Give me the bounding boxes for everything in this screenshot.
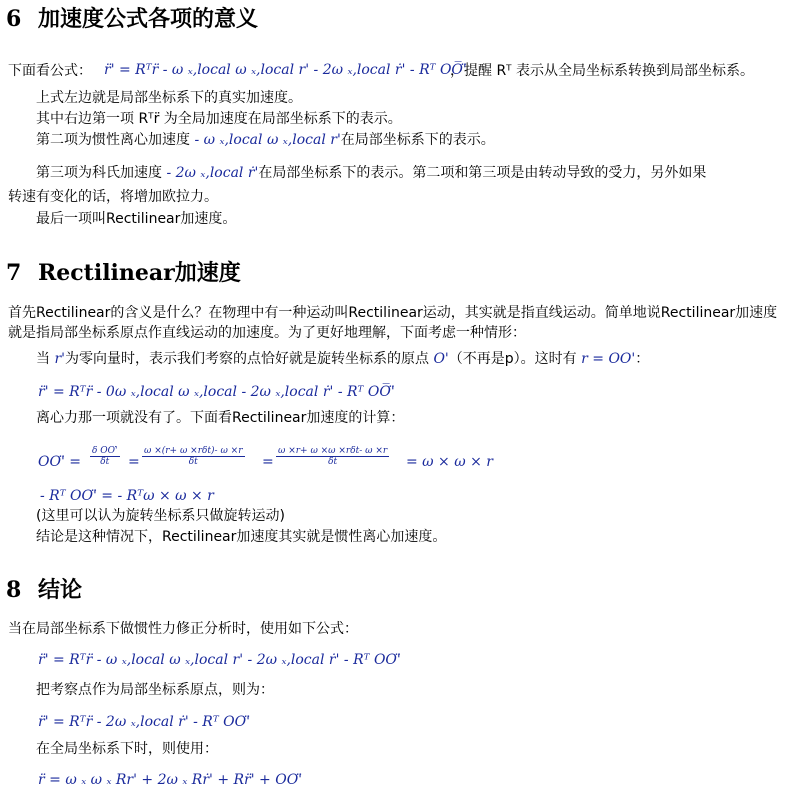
s8-line2: 把考察点作为局部坐标系原点，则为： — [36, 682, 274, 698]
s8-formula1: r̈' = Rᵀr̈ - ω ₓ,local ω ₓ,local r' - 2ω ₓ,local ṙ' - Rᵀ OO'̈ — [38, 652, 401, 668]
s6-formula-main: r̈' = Rᵀr̈ - ω ₓ,local ω ₓ,local r' - 2ω ₓ,local ṙ' - Rᵀ OO̅'̈ — [104, 62, 467, 78]
line3-formula: - ω ₓ,local ω ₓ,local r' — [194, 132, 341, 148]
s7-formula3: - Rᵀ OO'̈ = - Rᵀω × ω × r — [40, 488, 214, 504]
frac1-bot: δt — [100, 457, 110, 467]
frac1-top: δ OO'̇ — [92, 446, 118, 456]
s6-line4 — [36, 164, 706, 182]
case-r: r' — [54, 351, 65, 367]
deriv-rhs: = ω × ω × r — [406, 454, 493, 470]
line4-prefix: 第三项为科氏加速度 — [36, 165, 162, 181]
line3-prefix: 第二项为惯性离心加速度 — [36, 132, 190, 148]
s6-line3 — [36, 131, 495, 149]
section-number: 8 — [6, 577, 22, 603]
deriv-lhs: OO'̈ = — [38, 454, 81, 470]
section-title: 结论 — [38, 577, 83, 603]
frac2-top: ω ×(r+ ω ×rδt)- ω ×r — [144, 446, 243, 456]
s8-line3: 在全局坐标系下时，则使用： — [36, 741, 218, 757]
case-eq: r = OO' — [581, 351, 636, 367]
case-c: （不再是p）。这时有 — [448, 351, 577, 367]
section-7-heading — [6, 260, 241, 286]
s8-formula2: r̈' = Rᵀr̈ - 2ω ₓ,local ṙ' - Rᵀ OO'̈ — [38, 714, 250, 730]
frac2-bot: δt — [188, 457, 198, 467]
s6-intro — [8, 62, 92, 80]
s6-line5: 转速有变化的话，将增加欧拉力。 — [8, 189, 218, 205]
line3-suffix: 在局部坐标系下的表示。 — [340, 132, 495, 148]
case-o: O' — [433, 351, 449, 367]
frac3-bot: δt — [328, 457, 338, 467]
intro-prefix: 下面看公式： — [8, 63, 92, 79]
s7-note: (这里可以认为旋转坐标系只做旋转运动) — [36, 508, 285, 524]
fraction-1 — [90, 446, 120, 467]
case-d: ： — [635, 351, 650, 367]
s6-line2: 其中右边第一项 Rᵀr̈ 为全局加速度在局部坐标系下的表示。 — [36, 111, 402, 127]
s7-line-after: 离心力那一项就没有了。下面看Rectilinear加速度的计算： — [36, 410, 405, 426]
s6-intro-suffix: ，提醒 Rᵀ 表示从全局坐标系转换到局部坐标系。 — [450, 63, 755, 79]
section-title: Rectilinear加速度 — [38, 260, 241, 286]
s6-line1: 上式左边就是局部坐标系下的真实加速度。 — [36, 90, 302, 106]
s6-line6: 最后一项叫Rectilinear加速度。 — [36, 211, 237, 227]
s8-formula3: r̈ = ω ₓ ω ₓ Rr' + 2ω ₓ Rṙ' + Rr̈' + OO'̈ — [38, 772, 303, 788]
eq-sign-1: = — [128, 454, 140, 470]
case-b: 为零向量时，表示我们考察的点恰好就是旋转坐标系的原点 — [65, 351, 429, 367]
fraction-3 — [276, 446, 389, 467]
section-title: 加速度公式各项的意义 — [38, 6, 259, 32]
frac3-top: ω ×r+ ω ×ω ×rδt- ω ×r — [278, 446, 388, 456]
s7-case-line — [36, 350, 649, 368]
s7-formula2: r̈' = Rᵀr̈ - 0ω ₓ,local ω ₓ,local - 2ω ₓ,local ṙ' - Rᵀ OO̅'̈ — [38, 384, 395, 400]
case-a: 当 — [36, 351, 50, 367]
section-number: 6 — [6, 6, 22, 32]
section-8-heading — [6, 577, 82, 603]
line4-suffix: 在局部坐标系下的表示。第二项和第三项是由转动导致的受力，另外如果 — [258, 165, 707, 181]
line4-formula: - 2ω ₓ,local ṙ' — [166, 165, 259, 181]
eq-sign-2: = — [262, 454, 274, 470]
s7-conclusion: 结论是这种情况下，Rectilinear加速度其实就是惯性离心加速度。 — [36, 529, 447, 545]
section-number: 7 — [6, 260, 22, 286]
s8-line1: 当在局部坐标系下做惯性力修正分析时，使用如下公式： — [8, 621, 358, 637]
s7-paragraph: 首先Rectilinear的含义是什么？在物理中有一种运动叫Rectilinear运动，其实就是指直线运动。简单地说Rectilinear加速度就是指局部坐标系原点作直线运动的加速度。为了更好地理解，下面考虑一种情形： — [8, 305, 778, 341]
fraction-2 — [142, 446, 245, 467]
section-6-heading — [6, 6, 258, 32]
